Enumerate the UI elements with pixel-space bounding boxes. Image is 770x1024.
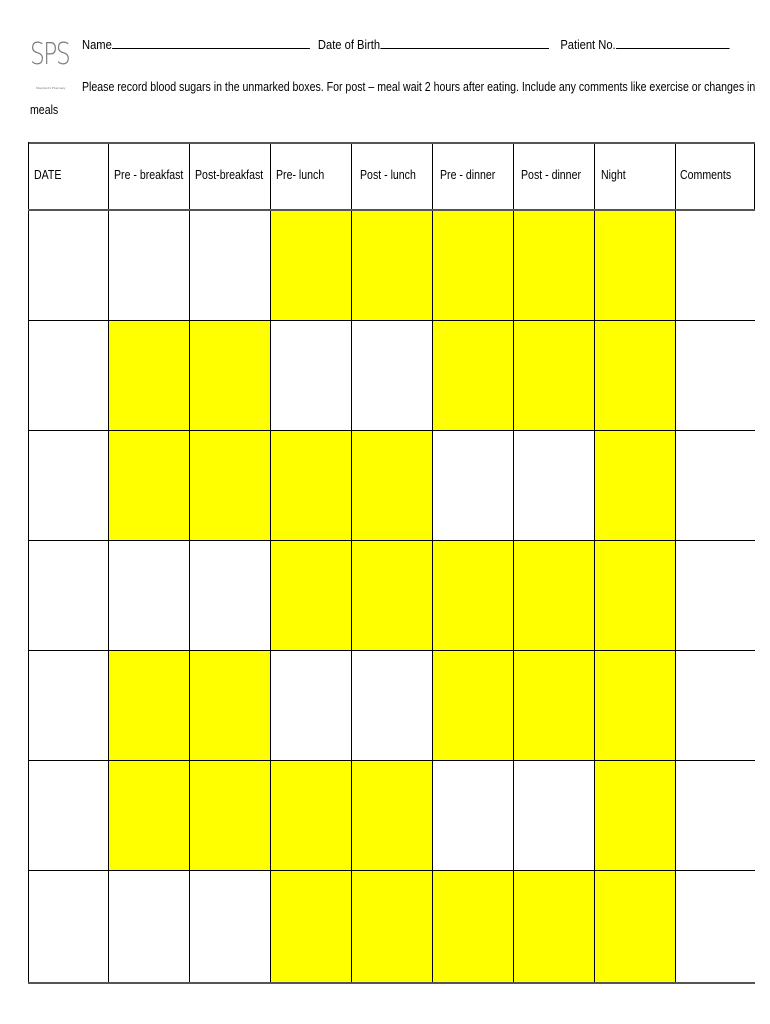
column-header-pre-lunch	[271, 142, 352, 210]
column-header-comments	[676, 142, 755, 210]
table-cell-date-entry[interactable]	[28, 210, 109, 321]
table-bottom-border	[28, 982, 755, 984]
column-header-label: Pre - breakfast	[114, 168, 184, 182]
table-cell-date-entry[interactable]	[28, 651, 109, 761]
table-cell-pre-lunch-shaded	[271, 541, 352, 651]
table-cell-post-dinner-shaded	[514, 210, 595, 321]
logo-subtitle: Shepherd's Pharmacy	[36, 86, 66, 90]
column-header-label: Post - dinner	[521, 168, 581, 182]
dob-field[interactable]	[380, 36, 549, 49]
table-cell-pre-dinner-shaded	[433, 210, 514, 321]
column-header-date	[28, 142, 109, 210]
table-cell-pre-lunch-entry[interactable]	[271, 651, 352, 761]
column-header-post-breakfast	[190, 142, 271, 210]
column-header-label: DATE	[34, 168, 62, 182]
column-header-post-dinner	[514, 142, 595, 210]
instructions-text: Please record blood sugars in the unmarked boxes. For post – meal wait 2 hours after eating. Include any comments like exercise or changes in	[82, 80, 756, 94]
table-cell-pre-lunch-shaded	[271, 871, 352, 983]
table-cell-pre-breakfast-entry[interactable]	[109, 871, 190, 983]
table-cell-pre-dinner-entry[interactable]	[433, 761, 514, 871]
table-cell-comments-entry[interactable]	[676, 761, 755, 871]
table-cell-post-lunch-shaded	[352, 210, 433, 321]
table-cell-pre-breakfast-entry[interactable]	[109, 210, 190, 321]
table-cell-date-entry[interactable]	[28, 431, 109, 541]
table-cell-pre-breakfast-shaded	[109, 761, 190, 871]
table-cell-date-entry[interactable]	[28, 871, 109, 983]
table-cell-comments-entry[interactable]	[676, 210, 755, 321]
patient-no-field[interactable]	[616, 36, 730, 49]
table-cell-date-entry[interactable]	[28, 761, 109, 871]
table-cell-night-shaded	[595, 871, 676, 983]
table-cell-post-breakfast-shaded	[190, 321, 271, 431]
table-cell-post-breakfast-entry[interactable]	[190, 210, 271, 321]
table-cell-pre-dinner-shaded	[433, 871, 514, 983]
table-cell-night-shaded	[595, 761, 676, 871]
table-cell-post-dinner-shaded	[514, 541, 595, 651]
patient-header	[82, 36, 729, 52]
table-cell-pre-lunch-shaded	[271, 210, 352, 321]
table-cell-date-entry[interactable]	[28, 321, 109, 431]
table-cell-night-shaded	[595, 431, 676, 541]
table-cell-post-breakfast-shaded	[190, 761, 271, 871]
table-cell-pre-breakfast-shaded	[109, 651, 190, 761]
table-cell-pre-dinner-shaded	[433, 651, 514, 761]
table-cell-pre-breakfast-shaded	[109, 431, 190, 541]
table-cell-post-lunch-shaded	[352, 761, 433, 871]
column-header-label: Post-breakfast	[195, 168, 264, 182]
column-header-label: Pre - dinner	[440, 168, 496, 182]
column-header-label: Comments	[680, 168, 732, 182]
table-cell-night-shaded	[595, 210, 676, 321]
table-cell-post-breakfast-shaded	[190, 431, 271, 541]
column-header-post-lunch	[352, 142, 433, 210]
table-top-border	[28, 142, 755, 144]
table-cell-post-lunch-shaded	[352, 871, 433, 983]
column-header-night	[595, 142, 676, 210]
table-cell-pre-dinner-entry[interactable]	[433, 431, 514, 541]
table-cell-post-breakfast-entry[interactable]	[190, 871, 271, 983]
table-cell-post-dinner-shaded	[514, 651, 595, 761]
table-cell-post-dinner-entry[interactable]	[514, 431, 595, 541]
table-cell-pre-lunch-shaded	[271, 761, 352, 871]
blood-sugar-table	[28, 142, 755, 984]
table-cell-pre-lunch-shaded	[271, 431, 352, 541]
column-header-pre-dinner	[433, 142, 514, 210]
logo-letters: SPS	[30, 37, 70, 72]
table-cell-post-lunch-shaded	[352, 541, 433, 651]
table-cell-post-dinner-shaded	[514, 321, 595, 431]
instructions-continued: meals	[30, 103, 59, 117]
patient-no-label: Patient No.	[560, 37, 616, 52]
column-header-label: Pre- lunch	[276, 168, 325, 182]
table-cell-date-entry[interactable]	[28, 541, 109, 651]
dob-label: Date of Birth	[317, 37, 381, 52]
column-header-pre-breakfast	[109, 142, 190, 210]
name-label: Name	[82, 37, 112, 52]
table-cell-comments-entry[interactable]	[676, 431, 755, 541]
table-cell-pre-dinner-shaded	[433, 541, 514, 651]
table-cell-post-dinner-entry[interactable]	[514, 761, 595, 871]
header-bottom-border	[28, 209, 755, 211]
table-cell-post-lunch-entry[interactable]	[352, 651, 433, 761]
table-cell-pre-dinner-shaded	[433, 321, 514, 431]
table-cell-post-lunch-shaded	[352, 431, 433, 541]
table-cell-comments-entry[interactable]	[676, 651, 755, 761]
table-cell-comments-entry[interactable]	[676, 541, 755, 651]
name-field[interactable]	[112, 36, 310, 49]
table-cell-pre-lunch-entry[interactable]	[271, 321, 352, 431]
table-cell-night-shaded	[595, 541, 676, 651]
table-cell-night-shaded	[595, 651, 676, 761]
table-cell-comments-entry[interactable]	[676, 321, 755, 431]
table-cell-post-breakfast-entry[interactable]	[190, 541, 271, 651]
column-header-label: Post - lunch	[360, 168, 416, 182]
table-cell-comments-entry[interactable]	[676, 871, 755, 983]
table-cell-post-lunch-entry[interactable]	[352, 321, 433, 431]
column-header-label: Night	[601, 168, 626, 182]
table-cell-post-dinner-shaded	[514, 871, 595, 983]
table-left-border	[28, 142, 29, 984]
table-cell-night-shaded	[595, 321, 676, 431]
table-cell-pre-breakfast-entry[interactable]	[109, 541, 190, 651]
table-cell-post-breakfast-shaded	[190, 651, 271, 761]
table-cell-pre-breakfast-shaded	[109, 321, 190, 431]
logo	[30, 37, 76, 98]
